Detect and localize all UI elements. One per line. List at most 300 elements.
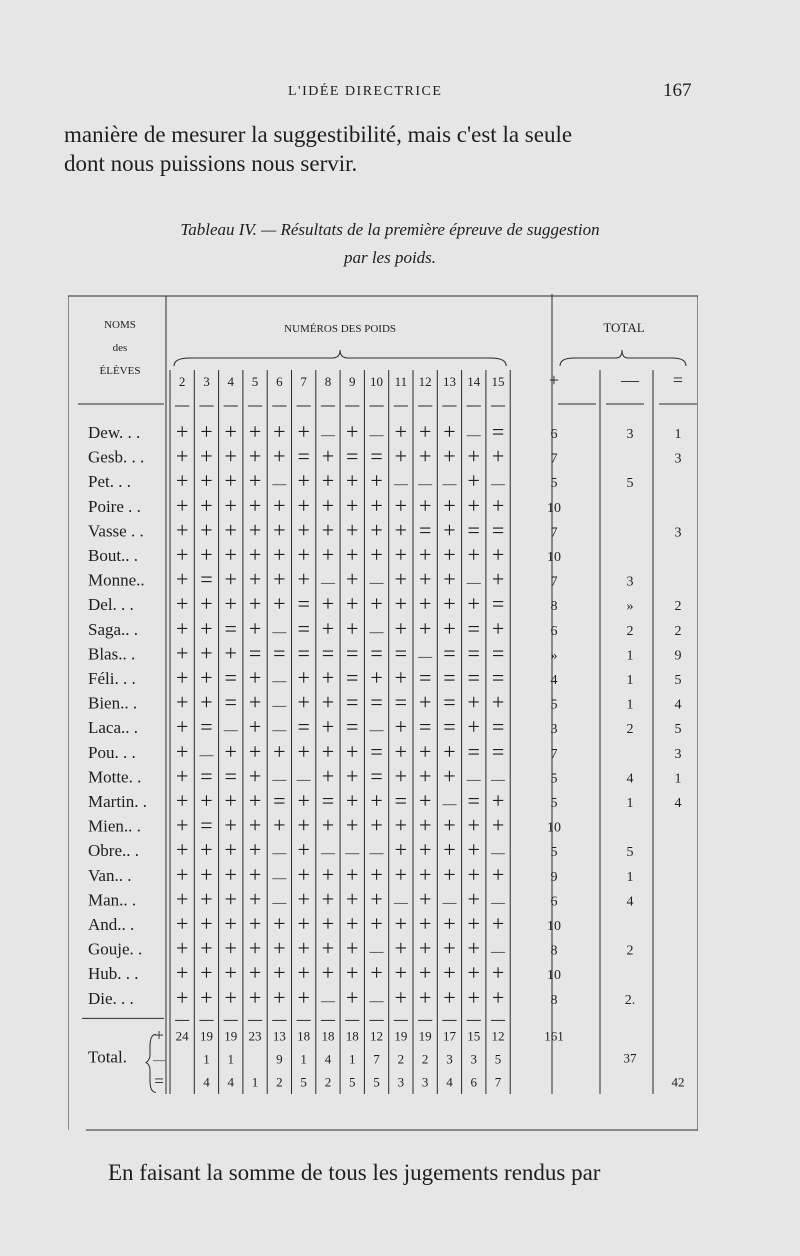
judgement-mark: + (224, 443, 237, 469)
judgement-mark: + (224, 935, 237, 961)
judgement-mark: + (346, 738, 359, 764)
judgement-mark: + (467, 861, 480, 887)
judgement-mark: + (175, 788, 189, 813)
judgement-mark: + (175, 492, 189, 518)
judgement-mark: + (321, 591, 335, 617)
judgement-mark: + (370, 886, 383, 912)
judgement-mark: + (273, 591, 286, 617)
judgement-mark: + (175, 911, 189, 936)
judgement-mark: + (224, 419, 237, 444)
judgement-mark: + (370, 517, 383, 543)
judgement-mark: = (297, 714, 310, 740)
total-plus-value: 15 (467, 1028, 481, 1044)
judgement-mark: + (273, 566, 286, 592)
judgement-mark: + (175, 443, 189, 469)
judgement-mark: + (175, 689, 189, 715)
row-total: 6 (550, 623, 558, 639)
judgement-mark: + (321, 689, 335, 715)
total-equal-value: 5 (349, 1074, 356, 1090)
judgement-mark: = (443, 689, 456, 715)
judgement-mark: + (297, 788, 310, 813)
judgement-mark: = (370, 640, 383, 666)
judgement-mark: = (321, 640, 335, 666)
judgement-mark: + (273, 542, 286, 567)
judgement-mark: + (175, 738, 189, 764)
intro-line: manière de mesurer la suggestibilité, mais c'est la seule (64, 122, 573, 147)
student-name: Hub. . . (88, 964, 139, 984)
results-table (68, 294, 698, 1134)
judgement-mark: + (394, 615, 408, 641)
total-plus-value: 23 (248, 1028, 262, 1044)
judgement-mark: + (443, 542, 456, 567)
row-total: 9 (550, 869, 558, 885)
row-total: 4 (626, 894, 634, 910)
total-plus-value: 18 (345, 1028, 359, 1044)
student-name: And.. . (88, 915, 135, 934)
judgement-mark: + (224, 960, 237, 986)
judgement-mark: — (491, 944, 506, 960)
student-name: Vasse . . (88, 521, 144, 541)
judgement-mark: = (467, 788, 480, 813)
judgement-mark: = (297, 640, 310, 666)
row-total: 5 (674, 722, 682, 738)
student-name: Dew. . . (88, 423, 141, 442)
judgement-mark: + (467, 591, 480, 617)
row-total: 3 (626, 427, 634, 442)
judgement-mark: + (321, 542, 335, 567)
judgement-mark: = (370, 689, 383, 715)
student-name: Pet. . . (88, 472, 131, 492)
judgement-mark: + (491, 812, 505, 838)
judgement-mark: — (369, 624, 384, 640)
judgement-mark: = (418, 517, 432, 543)
judgement-mark: + (297, 468, 310, 494)
total-equal-value: 5 (300, 1074, 307, 1090)
judgement-mark: + (394, 714, 408, 740)
judgement-mark: — (296, 772, 311, 788)
grand-total: 37 (623, 1050, 637, 1066)
judgement-mark: + (248, 665, 262, 690)
judgement-mark: + (224, 591, 237, 617)
student-name: Gouje. . (88, 939, 143, 959)
judgement-mark: — (345, 846, 360, 862)
judgement-mark: + (394, 911, 408, 936)
judgement-mark: — (369, 723, 384, 739)
student-name: Monne.. (88, 570, 145, 590)
total-sign: + (154, 1025, 164, 1045)
judgement-mark: + (346, 861, 359, 887)
judgement-mark: + (443, 419, 456, 444)
judgement-mark: — (442, 797, 457, 812)
row-total: 9 (674, 648, 682, 664)
weight-number-header: 6 (276, 374, 283, 389)
judgement-mark: — (272, 674, 287, 689)
judgement-mark: = (491, 419, 505, 444)
judgement-mark: + (346, 935, 359, 961)
total-header: TOTAL (603, 320, 645, 335)
row-total: 5 (550, 845, 558, 861)
names-header: ÉLÈVES (99, 365, 141, 377)
judgement-mark: + (248, 419, 262, 444)
judgement-mark: + (175, 812, 189, 838)
judgement-mark: — (393, 477, 408, 493)
row-total: 2 (626, 623, 634, 639)
judgement-mark: + (370, 911, 383, 936)
judgement-mark: = (370, 763, 383, 789)
judgement-mark: + (175, 763, 189, 789)
judgement-mark: + (418, 837, 432, 863)
row-total: 3 (626, 574, 634, 590)
judgement-mark: + (370, 665, 383, 690)
judgement-mark: — (272, 870, 287, 886)
total-equal-value: 4 (227, 1074, 234, 1090)
judgement-mark: + (491, 542, 505, 567)
total-equal-value: 4 (203, 1074, 210, 1090)
judgement-mark: + (200, 419, 213, 444)
judgement-mark: + (297, 960, 310, 986)
judgement-mark: — (491, 477, 506, 493)
judgement-mark: + (248, 591, 262, 617)
judgement-mark: + (370, 960, 383, 986)
judgement-mark: + (443, 861, 456, 887)
judgement-mark: + (346, 886, 359, 912)
judgement-mark: + (248, 788, 262, 813)
row-total: 1 (626, 648, 634, 664)
grand-total: 161 (544, 1028, 564, 1044)
judgement-mark: + (491, 984, 505, 1010)
judgement-mark: + (321, 665, 335, 690)
judgement-mark: = (297, 591, 310, 617)
judgement-mark: + (346, 566, 359, 592)
judgement-mark: — (272, 895, 287, 911)
judgement-mark: + (273, 492, 286, 518)
judgement-mark: = (370, 443, 383, 469)
judgement-mark: + (346, 542, 359, 567)
total-plus-value: 24 (175, 1028, 189, 1044)
judgement-mark: — (369, 944, 384, 960)
judgement-mark: + (394, 738, 408, 764)
total-plus-value: 19 (224, 1028, 238, 1044)
row-total: 8 (550, 943, 558, 959)
row-total: 8 (550, 992, 558, 1008)
judgement-mark: + (297, 517, 310, 543)
judgement-mark: = (200, 566, 213, 592)
judgement-mark: + (224, 542, 237, 567)
total-minus-value: 1 (227, 1051, 234, 1067)
judgement-mark: = (491, 591, 505, 617)
judgement-mark: + (175, 960, 189, 986)
judgement-mark: + (248, 812, 262, 838)
student-name: Van.. . (88, 865, 132, 885)
judgement-mark: + (370, 492, 383, 518)
judgement-mark: + (248, 935, 262, 961)
weight-number-header: 3 (203, 374, 210, 389)
judgement-mark: + (443, 837, 456, 863)
judgement-mark: = (467, 517, 480, 543)
judgement-mark: — (223, 723, 238, 739)
names-header: NOMS (104, 319, 136, 331)
row-total: 4 (550, 673, 558, 688)
row-total: 5 (550, 476, 558, 492)
results-table-grid (68, 294, 698, 1134)
judgement-mark: — (272, 846, 287, 862)
judgement-mark: + (273, 911, 286, 936)
judgement-mark: + (467, 542, 480, 567)
judgement-mark: + (248, 517, 262, 543)
judgement-mark: + (248, 714, 262, 740)
student-name: Man.. . (88, 890, 137, 910)
judgement-mark: + (273, 419, 286, 444)
judgement-mark: = (200, 714, 213, 740)
judgement-mark: + (273, 984, 286, 1010)
total-equal-value: 5 (373, 1074, 380, 1090)
judgement-mark: = (224, 763, 237, 789)
judgement-mark: = (224, 665, 237, 690)
judgement-mark: + (443, 935, 456, 961)
row-total: 1 (674, 771, 682, 787)
student-name: Gesb. . . (88, 447, 145, 467)
judgement-mark: + (467, 984, 480, 1010)
judgement-mark: + (273, 738, 286, 764)
judgement-mark: + (346, 468, 359, 494)
judgement-mark: — (272, 624, 287, 640)
judgement-mark: + (175, 542, 189, 567)
row-total: 2. (624, 992, 636, 1008)
judgement-mark: + (418, 886, 432, 912)
judgement-mark: = (224, 615, 237, 641)
judgement-mark: + (248, 468, 262, 494)
judgement-mark: + (200, 492, 213, 518)
total-minus-value: 7 (373, 1051, 380, 1067)
total-equal-value: 2 (324, 1074, 332, 1090)
student-name: Obre.. . (88, 841, 139, 861)
judgement-mark: + (248, 615, 262, 641)
row-total: 2 (626, 943, 634, 959)
judgement-mark: + (394, 861, 408, 887)
row-total: 1 (626, 673, 634, 688)
judgement-mark: + (224, 837, 237, 863)
judgement-mark: + (321, 886, 335, 912)
judgement-mark: = (491, 665, 505, 690)
judgement-mark: + (200, 468, 213, 494)
total-minus-value: 2 (421, 1051, 429, 1067)
names-header: des (112, 342, 128, 354)
judgement-mark: + (224, 984, 237, 1010)
judgement-mark: + (248, 984, 262, 1010)
judgement-mark: + (491, 689, 505, 715)
weight-number-header: 11 (394, 374, 408, 389)
weight-number-header: 5 (251, 374, 259, 389)
student-name: Poire . . (88, 496, 141, 516)
row-total: 5 (550, 697, 558, 713)
judgement-mark: — (320, 428, 335, 443)
judgement-mark: + (321, 615, 335, 641)
judgement-mark: + (248, 738, 262, 764)
judgement-mark: + (443, 443, 456, 469)
judgement-mark: = (346, 665, 359, 690)
judgement-mark: = (394, 689, 408, 715)
judgement-mark: + (491, 788, 505, 813)
row-total: 8 (550, 599, 558, 615)
judgement-mark: + (248, 861, 262, 887)
weight-number-header: 15 (491, 374, 505, 389)
judgement-mark: + (467, 837, 480, 863)
student-name: Bout.. . (88, 546, 139, 565)
total-equal-value: 4 (446, 1074, 453, 1090)
judgement-mark: + (370, 812, 383, 838)
judgement-mark: + (321, 517, 335, 543)
judgement-mark: + (321, 443, 335, 469)
total-column-symbol: = (672, 370, 684, 390)
judgement-mark: + (394, 960, 408, 986)
judgement-mark: + (224, 492, 237, 518)
closing-line: En faisant la somme de tous les jugements rendus par (108, 1160, 601, 1185)
total-equal-value: 6 (470, 1074, 477, 1090)
judgement-mark: + (418, 960, 432, 986)
judgement-mark: + (297, 419, 310, 444)
judgement-mark: — (491, 846, 506, 862)
judgement-mark: + (418, 566, 432, 592)
judgement-mark: = (467, 738, 480, 764)
judgement-mark: = (273, 640, 286, 666)
judgement-mark: — (272, 698, 287, 714)
row-total: 2 (674, 599, 682, 615)
row-total: » (550, 648, 558, 664)
judgement-mark: + (467, 812, 480, 838)
judgement-mark: + (491, 492, 505, 518)
judgement-mark: — (320, 846, 335, 862)
caption-line: Tableau IV. — Résultats de la première épreuve de suggestion (180, 220, 600, 239)
judgement-mark: + (370, 542, 383, 567)
judgement-mark: — (320, 993, 335, 1009)
weight-number-header: 14 (467, 374, 481, 389)
judgement-mark: + (418, 788, 432, 813)
judgement-mark: + (297, 492, 310, 518)
judgement-mark: + (200, 443, 213, 469)
student-name: Del. . . (88, 595, 134, 615)
judgement-mark: + (346, 812, 359, 838)
judgement-mark: — (369, 993, 384, 1009)
judgement-mark: — (272, 723, 287, 739)
judgement-mark: + (394, 763, 408, 789)
judgement-mark: = (467, 640, 480, 666)
judgement-mark: = (346, 689, 359, 715)
judgement-mark: + (248, 763, 262, 789)
total-column-symbol: + (548, 370, 560, 390)
judgement-mark: + (175, 468, 189, 494)
judgement-mark: + (370, 468, 383, 494)
judgement-mark: + (224, 566, 237, 592)
judgement-mark: + (175, 935, 189, 961)
row-total: 7 (550, 746, 558, 762)
judgement-mark: = (200, 763, 213, 789)
judgement-mark: — (466, 428, 481, 443)
judgement-mark: + (175, 615, 189, 641)
judgement-mark: + (443, 566, 456, 592)
judgement-mark: + (297, 542, 310, 567)
student-name: Blas.. . (88, 644, 136, 664)
row-total: 2 (626, 722, 634, 738)
total-equal-value: 3 (421, 1074, 429, 1090)
student-name: Motte. . (88, 767, 142, 787)
judgement-mark: + (443, 763, 456, 789)
total-minus-value: 3 (470, 1051, 477, 1067)
judgement-mark: + (297, 812, 310, 838)
judgement-mark: + (248, 689, 262, 715)
judgement-mark: + (321, 861, 335, 887)
judgement-mark: + (467, 911, 480, 936)
judgement-mark: + (200, 911, 213, 936)
judgement-mark: = (273, 788, 286, 813)
judgement-mark: + (346, 591, 359, 617)
judgement-mark: + (467, 935, 480, 961)
judgement-mark: + (418, 615, 432, 641)
judgement-mark: + (200, 665, 213, 690)
weights-header: NUMÉROS DES POIDS (284, 323, 397, 335)
judgement-mark: + (467, 443, 480, 469)
judgement-mark: + (346, 960, 359, 986)
judgement-mark: + (175, 861, 189, 887)
running-head (0, 80, 800, 108)
total-equal-value: 2 (276, 1074, 283, 1090)
student-name: Laca.. . (88, 718, 139, 738)
total-minus-value: 3 (446, 1051, 453, 1067)
judgement-mark: + (200, 935, 213, 961)
judgement-mark: + (297, 738, 310, 764)
judgement-mark: + (418, 812, 432, 838)
judgement-mark: + (297, 861, 310, 887)
judgement-mark: — (320, 575, 335, 591)
judgement-mark: + (418, 911, 432, 936)
judgement-mark: — (466, 772, 481, 788)
total-plus-value: 13 (272, 1028, 286, 1044)
judgement-mark: + (491, 861, 505, 887)
total-plus-value: 18 (321, 1028, 335, 1044)
judgement-mark: + (175, 517, 189, 543)
judgement-mark: + (200, 837, 213, 863)
judgement-mark: + (418, 419, 432, 444)
judgement-mark: + (394, 443, 408, 469)
weights-brace (174, 350, 506, 366)
total-sign: = (154, 1071, 164, 1091)
judgement-mark: + (248, 566, 262, 592)
judgement-mark: + (346, 492, 359, 518)
row-total: 3 (674, 451, 682, 467)
judgement-mark: = (394, 788, 408, 813)
judgement-mark: = (491, 714, 505, 740)
total-sign: — (153, 1052, 165, 1067)
student-name: Die. . . (88, 988, 134, 1008)
judgement-mark: + (224, 517, 237, 543)
row-total: 10 (547, 500, 561, 516)
judgement-mark: + (321, 911, 335, 936)
judgement-mark: + (394, 492, 408, 518)
judgement-mark: — (199, 747, 214, 763)
row-total: 7 (550, 525, 558, 541)
judgement-mark: + (467, 492, 480, 518)
judgement-mark: = (491, 640, 505, 666)
judgement-mark: = (394, 640, 408, 666)
judgement-mark: + (175, 591, 189, 617)
judgement-mark: + (224, 886, 237, 912)
judgement-mark: = (491, 738, 505, 764)
judgement-mark: = (297, 615, 310, 641)
judgement-mark: + (443, 492, 456, 518)
judgement-mark: + (175, 886, 189, 912)
judgement-mark: + (346, 615, 359, 641)
student-name: Martin. . (88, 792, 148, 811)
running-title: L'IDÉE DIRECTRICE (288, 84, 443, 99)
